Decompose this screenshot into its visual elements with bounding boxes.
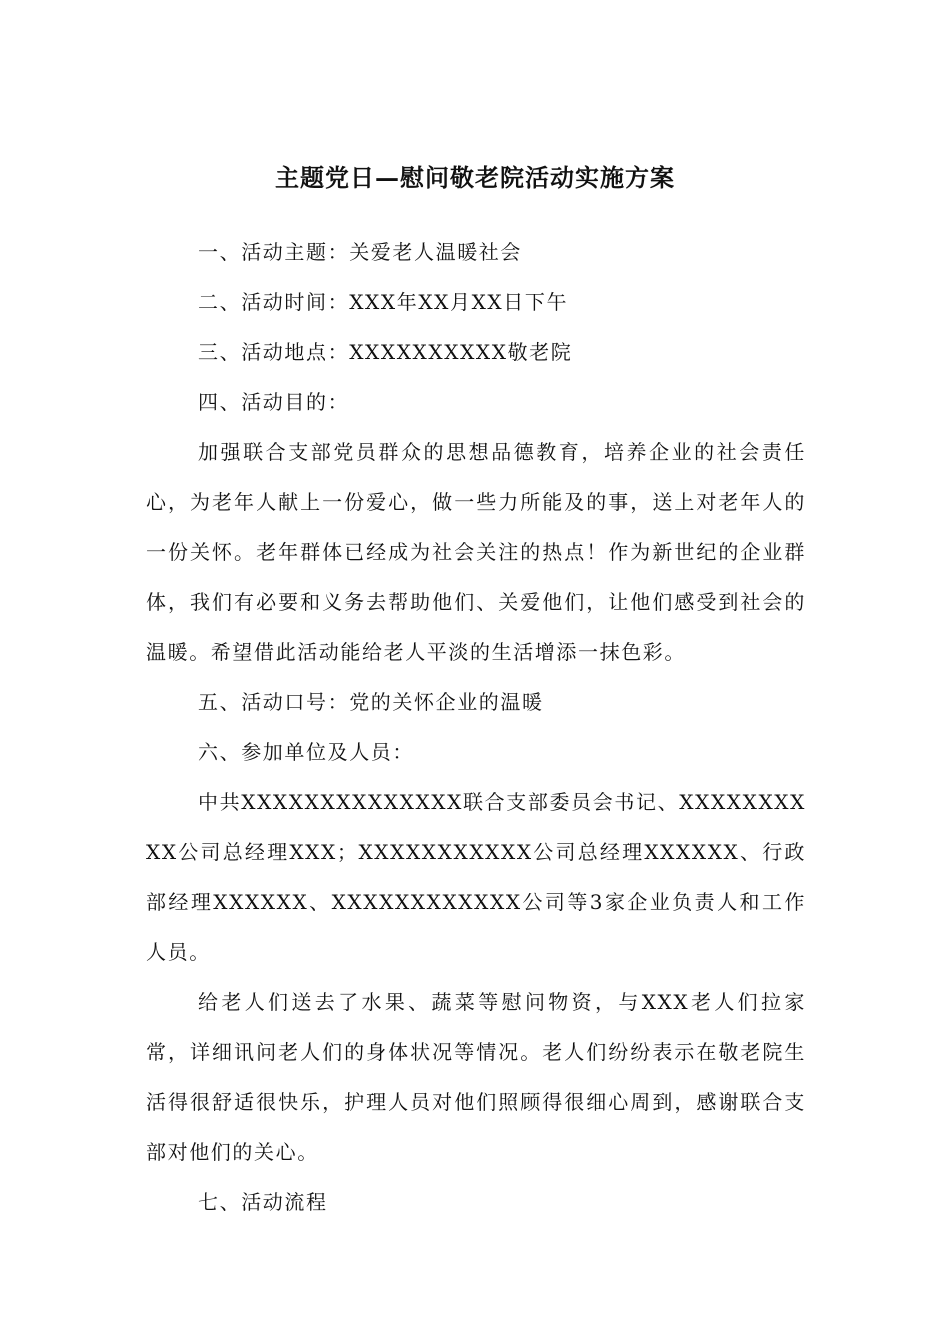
item-purpose-heading: 四、活动目的： bbox=[198, 390, 350, 414]
item-process-heading: 七、活动流程 bbox=[198, 1190, 328, 1214]
item-participants-heading: 六、参加单位及人员： bbox=[198, 740, 414, 764]
item-theme: 一、活动主题：关爱老人温暖社会 bbox=[198, 240, 522, 264]
participants-paragraph: 中共XXXXXXXXXXXXXX联合支部委员会书记、XXXXXXXXXX公司总经理XXX；XXXXXXXXXXX公司总经理XXXXXX、行政部经理XXXXXX、XXXXXXXXXXXX公司等3家企业负责人和工作人员。 bbox=[146, 790, 806, 964]
visit-paragraph: 给老人们送去了水果、蔬菜等慰问物资，与XXX老人们拉家常，详细讯问老人们的身体状况等情况。老人们纷纷表示在敬老院生活得很舒适很快乐，护理人员对他们照顾得很细心周到，感谢联合支部对他们的关心。 bbox=[146, 990, 806, 1164]
item-place: 三、活动地点：XXXXXXXXXX敬老院 bbox=[198, 340, 573, 364]
item-slogan: 五、活动口号：党的关怀企业的温暖 bbox=[198, 690, 544, 714]
purpose-paragraph: 加强联合支部党员群众的思想品德教育，培养企业的社会责任心，为老年人献上一份爱心，做一些力所能及的事，送上对老年人的一份关怀。老年群体已经成为社会关注的热点！作为新世纪的企业群体，我们有必要和义务去帮助他们、关爱他们，让他们感受到社会的温暖。希望借此活动能给老人平淡的生活增添一抹色彩。 bbox=[146, 440, 806, 664]
document-body bbox=[146, 227, 806, 1227]
item-time: 二、活动时间：XXX年XX月XX日下午 bbox=[198, 290, 569, 314]
document-title: 主题党日—慰问敬老院活动实施方案 bbox=[275, 163, 675, 192]
